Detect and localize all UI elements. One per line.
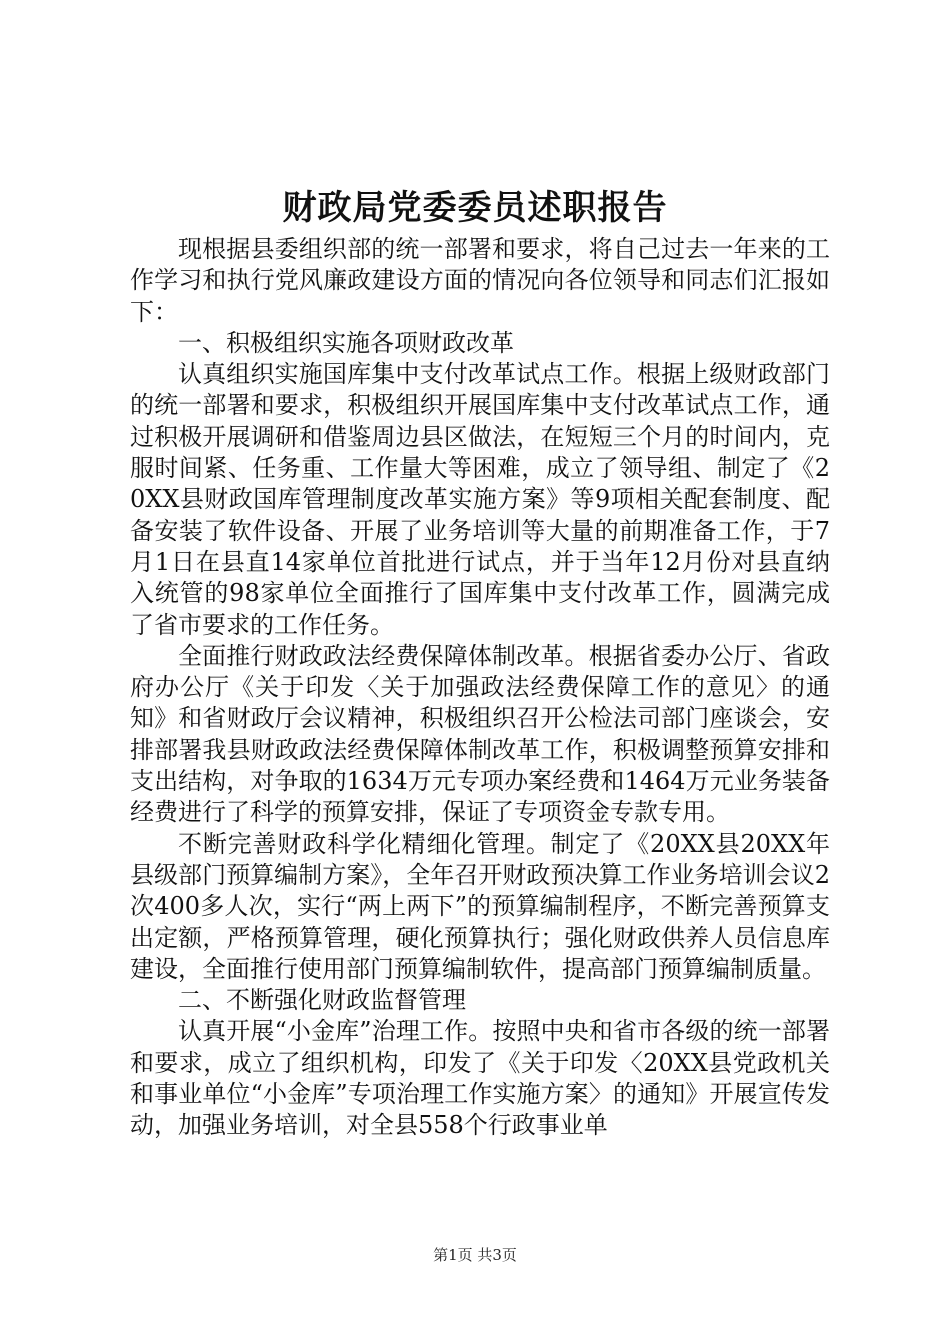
paragraph-treasury-reform: 认真组织实施国库集中支付改革试点工作。根据上级财政部门的统一部署和要求，积极组织开展国库集中支付改革试点工作，通过积极开展调研和借鉴周边县区做法，在短短三个月的时间内，克服时间紧、任务重、工作量大等困难，成立了领导组、制定了《20XX县财政国库管理制度改革实施方案》等9项相关配套制度、配备安装了软件设备、开展了业务培训等大量的前期准备工作，于7月1日在县直14家单位首批进行试点，并于当年12月份对县直纳入统管的98家单位全面推行了国库集中支付改革工作，圆满完成了省市要求的工作任务。 xyxy=(130,360,830,639)
paragraph-small-treasury: 认真开展“小金库”治理工作。按照中央和省市各级的统一部署和要求，成立了组织机构，印发了《关于印发〈20XX县党政机关和事业单位“小金库”专项治理工作实施方案〉的通知》开展宣传发动，加强业务培训，对全县558个行政事业单 xyxy=(130,1017,830,1140)
paragraph-budget-management: 不断完善财政科学化精细化管理。制定了《20XX县20XX年县级部门预算编制方案》，全年召开财政预决算工作业务培训会议2次400多人次，实行“两上两下”的预算编制程序，不断完善预算支出定额，严格预算管理，硬化预算执行；强化财政供养人员信息库建设，全面推行使用部门预算编制软件，提高部门预算编制质量。 xyxy=(130,829,830,983)
paragraph-legal-funding-reform: 全面推行财政政法经费保障体制改革。根据省委办公厅、省政府办公厅《关于印发〈关于加强政法经费保障工作的意见〉的通知》和省财政厅会议精神，积极组织召开公检法司部门座谈会，安排部署我县财政政法经费保障体制改革工作，积极调整预算安排和支出结构，对争取的1634万元专项办案经费和1464万元业务装备经费进行了科学的预算安排，保证了专项资金专款专用。 xyxy=(130,641,830,827)
document-body xyxy=(130,234,830,1142)
section-heading-2: 二、不断强化财政监督管理 xyxy=(178,986,466,1015)
intro-paragraph: 现根据县委组织部的统一部署和要求，将自己过去一年来的工作学习和执行党风廉政建设方面的情况向各位领导和同志们汇报如下： xyxy=(130,235,830,326)
document-title: 财政局党委委员述职报告 xyxy=(282,188,668,228)
section-heading-1: 一、积极组织实施各项财政改革 xyxy=(178,328,514,357)
page-footer: 第1页 共3页 xyxy=(433,1246,517,1264)
